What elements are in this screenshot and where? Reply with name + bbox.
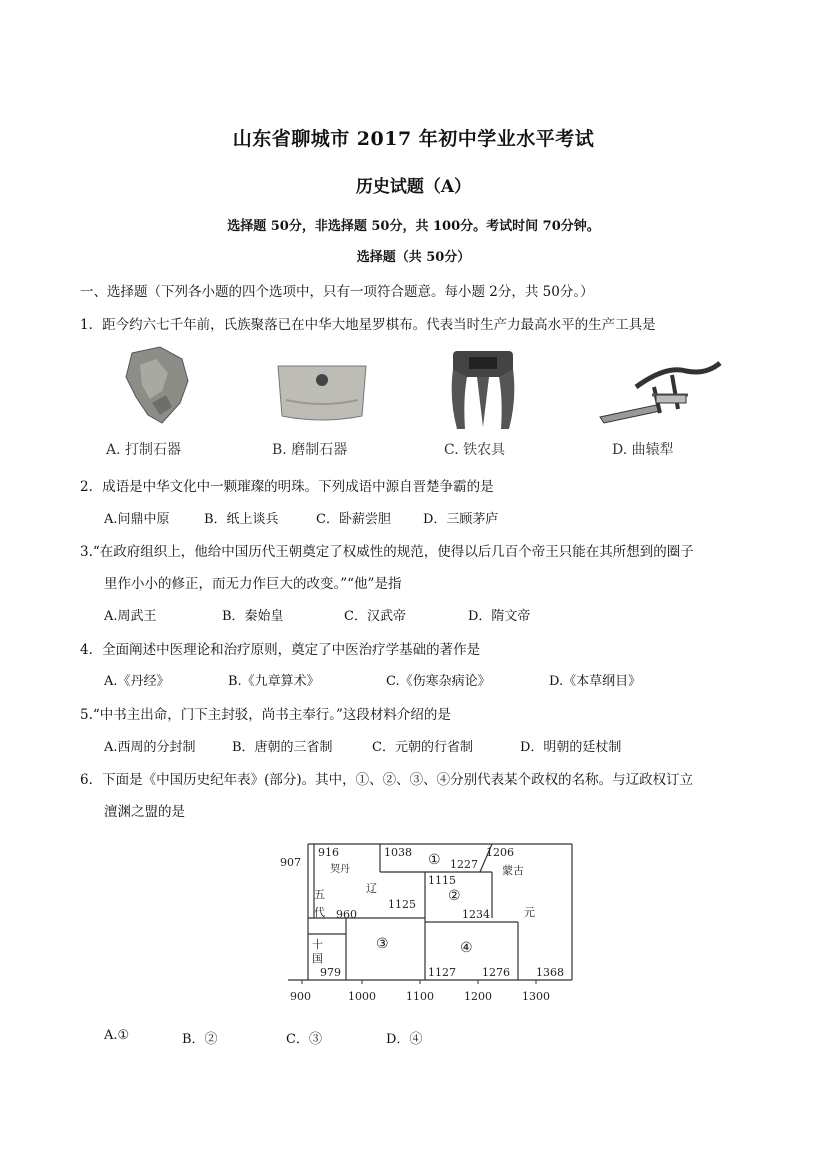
question-6-stem-line-1: 6．下面是《中国历史纪年表》(部分)。其中，①、②、③、④分别代表某个政权的名称。与辽政权订立: [80, 772, 694, 788]
q1-option-c[interactable]: C. 铁农具: [444, 442, 506, 458]
axis-tick-1100: 1100: [406, 990, 434, 1003]
instruction-text: 一、选择题（下列各小题的四个选项中，只有一项符合题意。每小题 2分，共 50分。）: [80, 284, 594, 300]
label-circle-1: ①: [428, 852, 441, 868]
label-shi: 十: [312, 938, 323, 951]
polished-stone-axe-image: [272, 360, 372, 426]
exam-title: 山东省聊城市 2017 年初中学业水平考试: [232, 128, 595, 150]
label-1368: 1368: [536, 966, 564, 979]
iron-farm-tool-image: [443, 349, 523, 431]
label-menggu: 蒙古: [502, 864, 524, 877]
curved-shaft-plow-image: [596, 357, 726, 425]
label-907: 907: [280, 856, 301, 869]
q2-option-d[interactable]: D．三顾茅庐: [423, 512, 499, 527]
q1-option-b[interactable]: B. 磨制石器: [272, 442, 348, 458]
label-1125: 1125: [388, 898, 416, 911]
q3-option-d[interactable]: D．隋文帝: [468, 609, 531, 624]
label-1206: 1206: [486, 846, 514, 859]
q2-option-a[interactable]: A.问鼎中原: [104, 512, 170, 527]
q5-option-c[interactable]: C．元朝的行省制: [372, 740, 473, 755]
q6-option-d[interactable]: D．④: [386, 1032, 423, 1047]
label-1227: 1227: [450, 858, 478, 871]
label-guo: 国: [312, 952, 323, 965]
q4-option-b[interactable]: B.《九章算术》: [228, 674, 320, 689]
question-6-stem-line-2: 澶渊之盟的是: [104, 804, 185, 820]
q1-option-a[interactable]: A. 打制石器: [106, 442, 182, 458]
q3-option-a[interactable]: A.周武王: [104, 609, 157, 624]
label-wu: 五: [314, 888, 325, 901]
q4-option-d[interactable]: D.《本草纲目》: [549, 674, 642, 689]
q4-option-a[interactable]: A.《丹经》: [104, 674, 170, 689]
exam-note: 选择题 50分，非选择题 50分，共 100分。考试时间 70分钟。: [227, 219, 600, 234]
chronology-table-figure: [270, 836, 580, 1006]
label-circle-4: ④: [460, 940, 473, 956]
label-1038: 1038: [384, 846, 412, 859]
axis-tick-1000: 1000: [348, 990, 376, 1003]
axis-tick-1300: 1300: [522, 990, 550, 1003]
label-1115: 1115: [428, 874, 456, 887]
q6-option-c[interactable]: C．③: [286, 1032, 322, 1047]
q5-option-d[interactable]: D．明朝的廷杖制: [520, 740, 622, 755]
label-dai: 代: [314, 906, 325, 919]
label-1276: 1276: [482, 966, 510, 979]
q3-option-c[interactable]: C．汉武帝: [344, 609, 406, 624]
q4-option-c[interactable]: C.《伤寒杂病论》: [386, 674, 491, 689]
question-1-stem: 1．距今约六七千年前，氏族聚落已在中华大地星罗棋布。代表当时生产力最高水平的生产工具是: [80, 317, 656, 333]
label-yuan: 元: [524, 906, 535, 919]
q1-option-d[interactable]: D. 曲辕犁: [612, 442, 674, 458]
question-3-stem-line-2: 里作小小的修正，而无力作巨大的改变。”“他”是指: [104, 576, 402, 592]
label-liao: 辽: [366, 882, 377, 895]
q3-option-b[interactable]: B．秦始皇: [222, 609, 284, 624]
exam-subtitle: 历史试题（A）: [355, 177, 472, 197]
q2-option-c[interactable]: C．卧薪尝胆: [316, 512, 391, 527]
label-circle-2: ②: [448, 888, 461, 904]
question-4-stem: 4．全面阐述中医理论和治疗原则，奠定了中医治疗学基础的著作是: [80, 642, 481, 658]
q6-option-a[interactable]: A.①: [104, 1028, 130, 1043]
axis-tick-1200: 1200: [464, 990, 492, 1003]
label-1127: 1127: [428, 966, 456, 979]
label-circle-3: ③: [376, 936, 389, 952]
label-916: 916: [318, 846, 339, 859]
section-heading: 选择题（共 50分）: [356, 250, 471, 265]
label-1234: 1234: [462, 908, 490, 921]
question-2-stem: 2．成语是中华文化中一颗璀璨的明珠。下列成语中源自晋楚争霸的是: [80, 479, 494, 495]
question-5-stem: 5.“中书主出命，门下主封驳，尚书主奉行。”这段材料介绍的是: [80, 707, 451, 723]
q5-option-a[interactable]: A.西周的分封制: [104, 740, 196, 755]
label-960: 960: [336, 908, 357, 921]
q6-option-b[interactable]: B．②: [182, 1032, 218, 1047]
label-qidan: 契丹: [330, 864, 350, 875]
chipped-stone-tool-image: [122, 345, 192, 427]
q2-option-b[interactable]: B．纸上谈兵: [204, 512, 279, 527]
q5-option-b[interactable]: B．唐朝的三省制: [232, 740, 333, 755]
label-979: 979: [320, 966, 341, 979]
axis-tick-900: 900: [290, 990, 311, 1003]
question-3-stem-line-1: 3.“在政府组织上，他给中国历代王朝奠定了权威性的规范，使得以后几百个帝王只能在其所想到的圈子: [80, 544, 694, 560]
